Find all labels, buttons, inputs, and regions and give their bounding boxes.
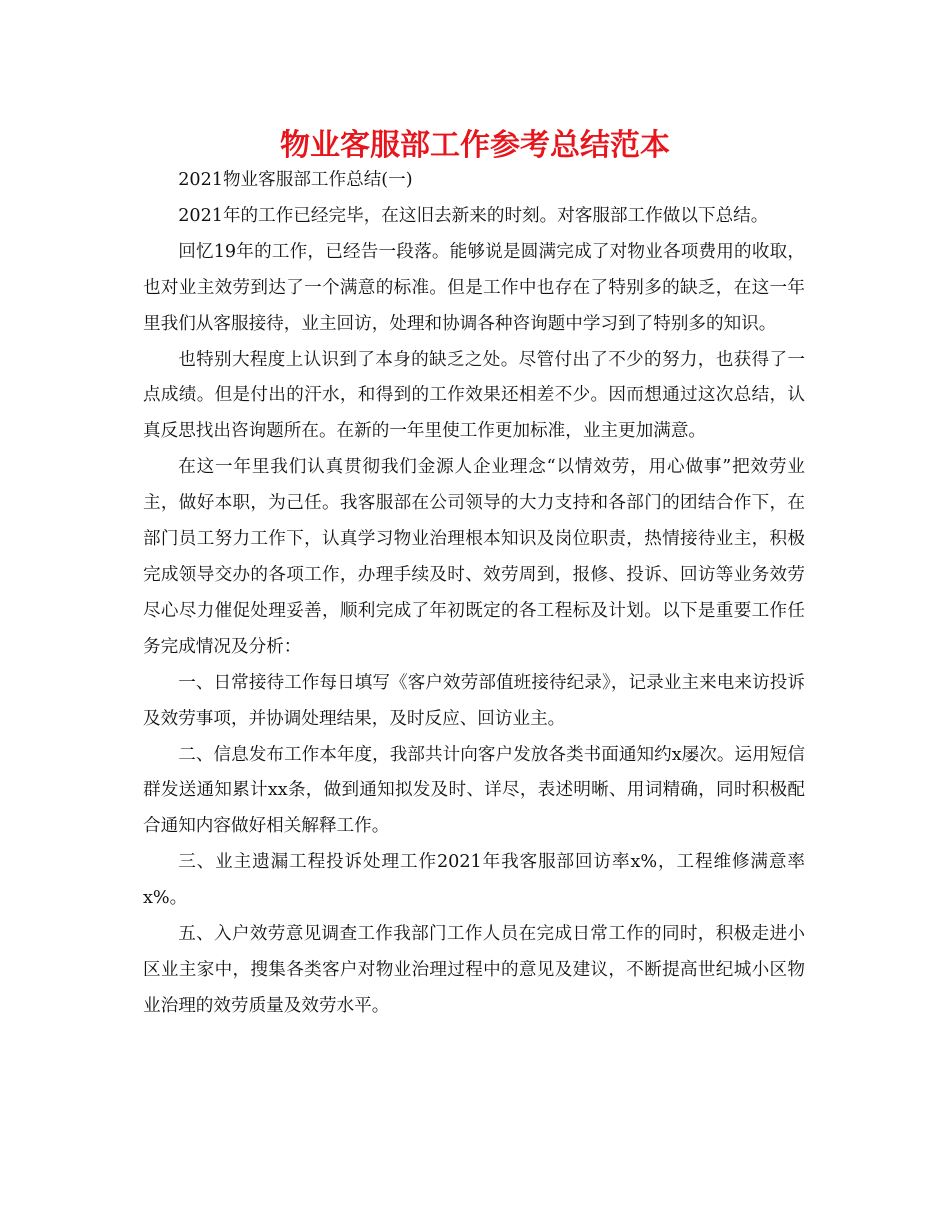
paragraph: 二、信息发布工作本年度，我部共计向客户发放各类书面通知约x屡次。运用短信群发送通知累计xx条，做到通知拟发及时、详尽，表述明晰、用词精确，同时积极配合通知内容做好相关解释工作。 xyxy=(143,744,805,837)
section-heading: 2021物业客服部工作总结(一) xyxy=(178,170,413,190)
paragraph: 五、入户效劳意见调查工作我部门工作人员在完成日常工作的同时，积极走进小区业主家中，搜集各类客户对物业治理过程中的意见及建议，不断提高世纪城小区物业治理的效劳质量及效劳水平。 xyxy=(143,924,805,1016)
document-title: 物业客服部工作参考总结范本 xyxy=(280,128,670,163)
document-body xyxy=(143,163,805,1025)
paragraph: 也特别大程度上认识到了本身的缺乏之处。尽管付出了不少的努力，也获得了一点成绩。但是付出的汗水，和得到的工作效果还相差不少。因而想通过这次总结，认真反思找出咨询题所在。在新的一年里使工作更加标准，业主更加满意。 xyxy=(143,349,805,442)
paragraph: 一、日常接待工作每日填写《客户效劳部值班接待纪录》，记录业主来电来访投诉及效劳事项，并协调处理结果，及时反应、回访业主。 xyxy=(143,672,805,729)
paragraph: 2021年的工作已经完毕，在这旧去新来的时刻。对客服部工作做以下总结。 xyxy=(178,205,769,226)
paragraph: 在这一年里我们认真贯彻我们金源人企业理念“以情效劳，用心做事”把效劳业主，做好本职，为己任。我客服部在公司领导的大力支持和各部门的团结合作下，在部门员工努力工作下，认真学习物业治理根本知识及岗位职责，热情接待业主，积极完成领导交办的各项工作，办理手续及时、效劳周到，报修、投诉、回访等业务效劳尽心尽力催促处理妥善，顺利完成了年初既定的各工程标及计划。以下是重要工作任务完成情况及分析： xyxy=(143,457,805,657)
paragraph: 回忆19年的工作，已经告一段落。能够说是圆满完成了对物业各项费用的收取，也对业主效劳到达了一个满意的标准。但是工作中也存在了特别多的缺乏，在这一年里我们从客服接待，业主回访，处理和协调各种咨询题中学习到了特别多的知识。 xyxy=(143,241,805,334)
paragraph: 三、业主遗漏工程投诉处理工作2021年我客服部回访率x%，工程维修满意率x%。 xyxy=(143,852,805,909)
